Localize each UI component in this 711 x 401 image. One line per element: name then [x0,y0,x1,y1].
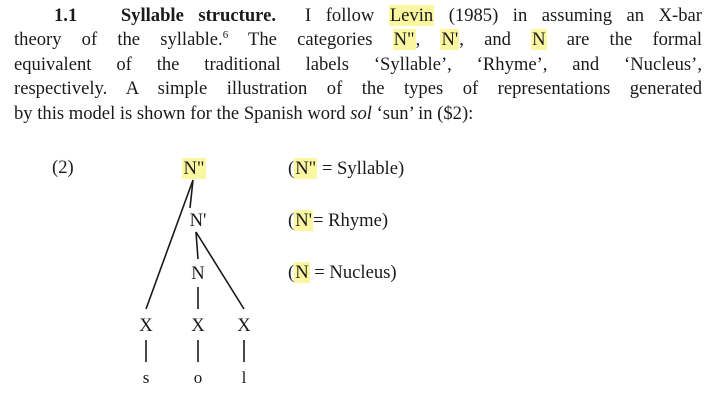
legend-syllable [288,158,404,180]
highlight-n-bar: N' [441,29,459,51]
tree-node-nucleus: N [191,263,205,284]
highlight-n-double-bar: N" [393,29,415,51]
line-5-before: by this model is shown for the Spanish word [14,102,351,124]
legend-rhyme-open: ( [288,210,295,231]
tree-node-syllable [179,158,209,180]
tree-segment-l: l [241,368,247,387]
legend-syllable-label: N" [295,158,317,179]
legend-nucleus-open: ( [288,262,295,283]
example-word: sol [350,102,372,124]
highlight-levin: Levin [389,5,434,26]
legend-nucleus-text: = Nucleus) [309,262,397,283]
paragraph-line-4: respectively. A simple illustration of the types of representations generated [14,78,702,100]
legend-nucleus-label: N [295,262,309,283]
legend-syllable-text: = Syllable) [317,158,405,179]
legend-rhyme-label: N' [295,210,312,231]
paragraph-line-3: equivalent of the traditional labels ‘Syllable’, ‘Rhyme’, and ‘Nucleus’, [14,53,702,75]
tree-node-syllable-label: N" [183,158,205,179]
tree-segment-s: s [142,368,150,387]
example-number: (2) [52,157,74,178]
footnote-marker: 6 [222,29,229,42]
legend-rhyme-text: = Rhyme) [312,210,389,231]
line-2-after: are the formal [546,29,703,51]
line-2-mid: The categories [228,29,393,51]
line-2-sep1: , [415,29,441,51]
legend-nucleus [288,262,397,284]
tree-x-slot-3: X [237,315,251,336]
line-2-sep2: , and [459,29,532,51]
line-1-after: (1985) in assuming an X-bar [434,5,702,26]
line-5-after: ‘sun’ in ($2): [371,102,474,124]
legend-rhyme [288,210,388,232]
line-2-before: theory of the syllable. [14,29,223,51]
section-number: 1.1 [54,5,78,26]
tree-x-slot-1: X [139,315,153,336]
section-heading: Syllable structure. [120,5,276,26]
branch-root-to-onset [146,180,193,309]
legend-syllable-open: ( [288,158,295,179]
tree-x-slot-2: X [191,315,205,336]
tree-segment-o: o [193,368,203,387]
tree-node-rhyme: N' [189,210,207,231]
highlight-n: N [532,29,546,51]
line-1-before: I follow [305,5,389,26]
